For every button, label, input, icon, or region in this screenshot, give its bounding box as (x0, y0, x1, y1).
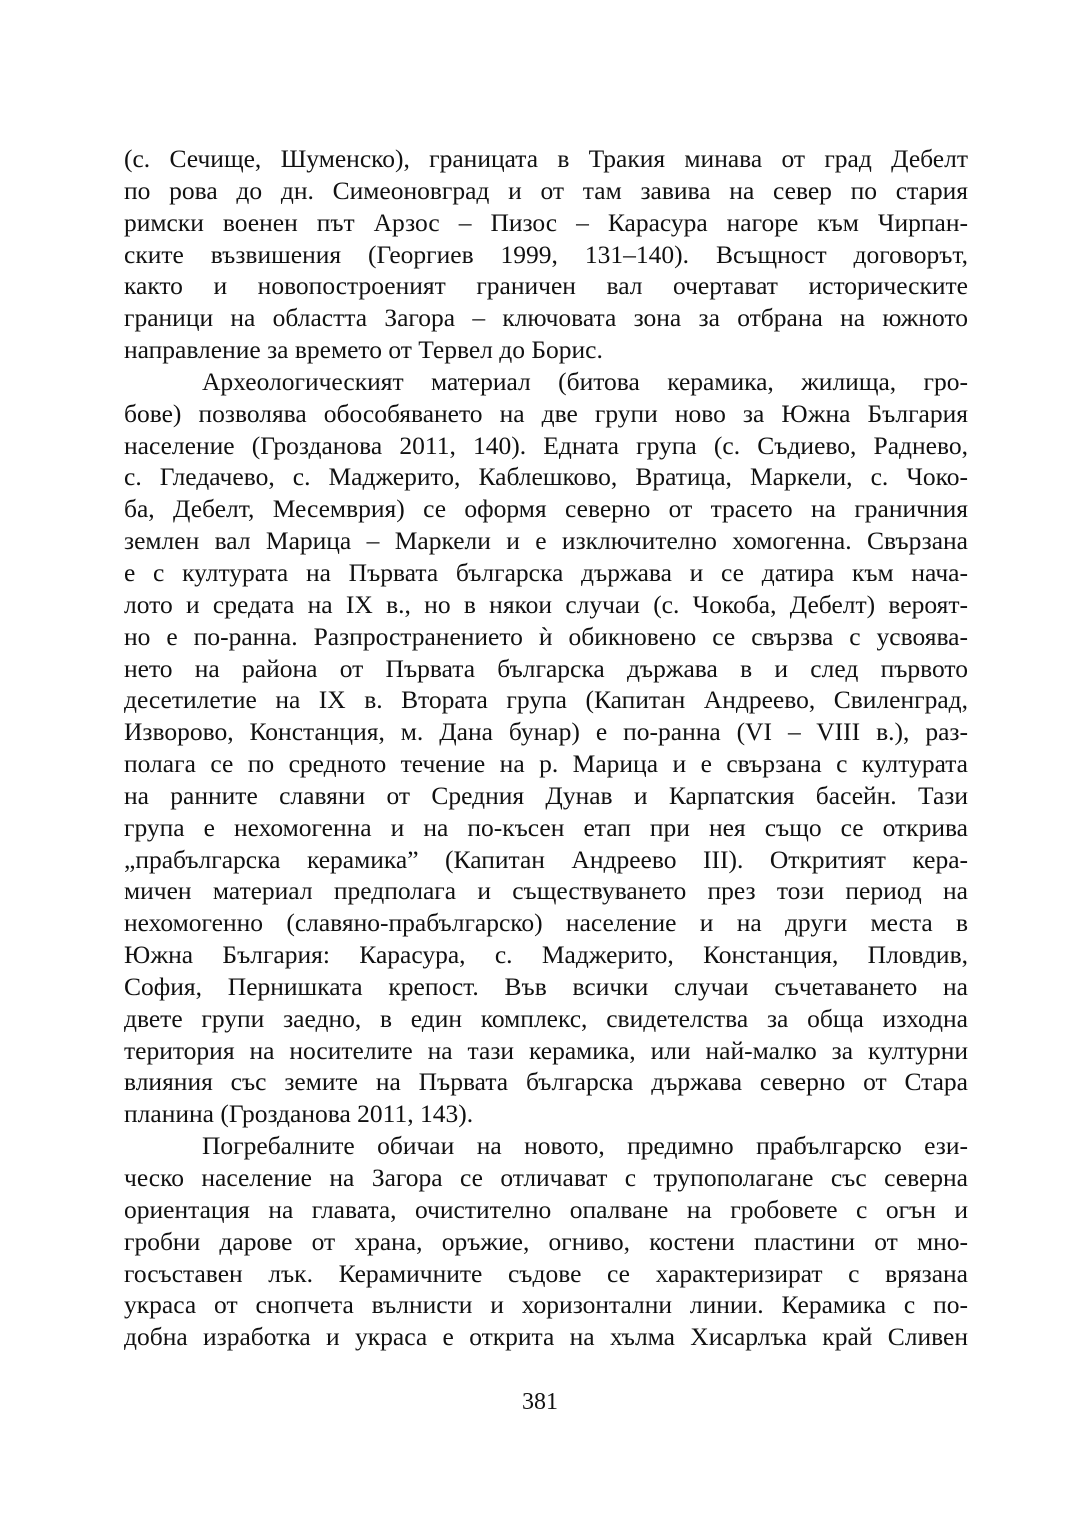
text-line: ба, Дебелт, Месемврия) се оформя северно от трасето на граничния (124, 494, 968, 524)
text-line: по рова до дн. Симеоновград и от там завива на север по стария (124, 175, 968, 205)
text-line: ориентация на главата, очистително опалване на гробовете с огън и (124, 1194, 968, 1224)
text-line: на ранните славяни от Средния Дунав и Карпатския басейн. Тази (124, 780, 968, 810)
text-line: ските възвишения (Георгиев 1999, 131–140). Всъщност договорът, (124, 239, 968, 269)
text-line: нехомогенно (славяно-прабългарско) население и на други места в (124, 908, 968, 938)
text-line: госъставен лък. Керамичните съдове се характеризират с врязана (124, 1258, 968, 1288)
text-line: мичен материал предполага и съществуването през този период на (124, 876, 968, 906)
text-line: добна изработка и украса е открита на хълма Хисарлъка край Сливен (124, 1322, 968, 1352)
paragraph-start-line: Археологическият материал (битова керамика, жилища, гро- (202, 366, 968, 396)
text-line: граници на областта Загора – ключовата зона за отбрана на южното (124, 303, 968, 333)
body-text (124, 143, 968, 1353)
text-line: направление за времето от Тервел до Борис. (124, 335, 603, 365)
text-line: полага се по средното течение на р. Марица и е свързана с културата (124, 749, 968, 779)
text-line: нето на района от Първата българска държава в и след първото (124, 653, 968, 683)
text-line: римски военен път Арзос – Пизос – Карасура нагоре към Чирпан- (124, 207, 968, 237)
text-line: двете групи заедно, в един комплекс, свидетелства за обща изходна (124, 1003, 968, 1033)
text-line: Изворово, Констанция, м. Дана бунар) е по-ранна (VI – VIII в.), раз- (124, 717, 968, 747)
text-line: украса от снопчета вълнисти и хоризонтални линии. Керамика с по- (124, 1290, 968, 1320)
text-line: бове) позволява обособяването на две групи ново за Южна България (124, 398, 968, 428)
text-line: група е нехомогенна и на по-късен етап при нея също се открива (124, 812, 968, 842)
text-line: но е по-ранна. Разпространението ѝ обикновено се свързва с усвоява- (124, 621, 968, 651)
page-number: 381 (522, 1389, 558, 1415)
text-line: както и новопостроеният граничен вал очертават историческите (124, 271, 968, 301)
text-line: гробни дарове от храна, оръжие, огниво, костени пластини от мно- (124, 1226, 968, 1256)
text-line: влияния със земите на Първата българска държава северно от Стара (124, 1067, 968, 1097)
text-line: Южна България: Карасура, с. Маджерито, Констанция, Пловдив, (124, 940, 968, 970)
text-line: „прабългарска керамика” (Капитан Андреево III). Откритият кера- (124, 844, 968, 874)
text-line: ческо население на Загора се отличават с трупополагане със северна (124, 1163, 968, 1192)
text-line: София, Пернишката крепост. Във всички случаи съчетаването на (124, 971, 968, 1001)
text-line: землен вал Марица – Маркели и е изключително хомогенна. Свързана (124, 526, 968, 556)
text-line: население (Грозданова 2011, 140). Едната група (с. Съдиево, Раднево, (124, 430, 968, 460)
text-line: (с. Сечище, Шуменско), границата в Тракия минава от град Дебелт (124, 144, 968, 173)
text-line: територия на носителите на тази керамика, или най-малко за културни (124, 1035, 968, 1065)
text-line: е с културата на Първата българска държава и се датира към нача- (124, 557, 968, 587)
text-line: с. Гледачево, с. Маджерито, Каблешково, Вратица, Маркели, с. Чоко- (124, 462, 968, 492)
text-line: планина (Грозданова 2011, 143). (124, 1099, 474, 1129)
text-line: лото и средата на IX в., но в някои случаи (с. Чокоба, Дебелт) вероят- (124, 589, 968, 619)
paragraph-start-line: Погребалните обичаи на новото, предимно прабългарско ези- (202, 1131, 968, 1161)
text-line: десетилетие на IX в. Втората група (Капитан Андреево, Свиленград, (124, 685, 968, 715)
